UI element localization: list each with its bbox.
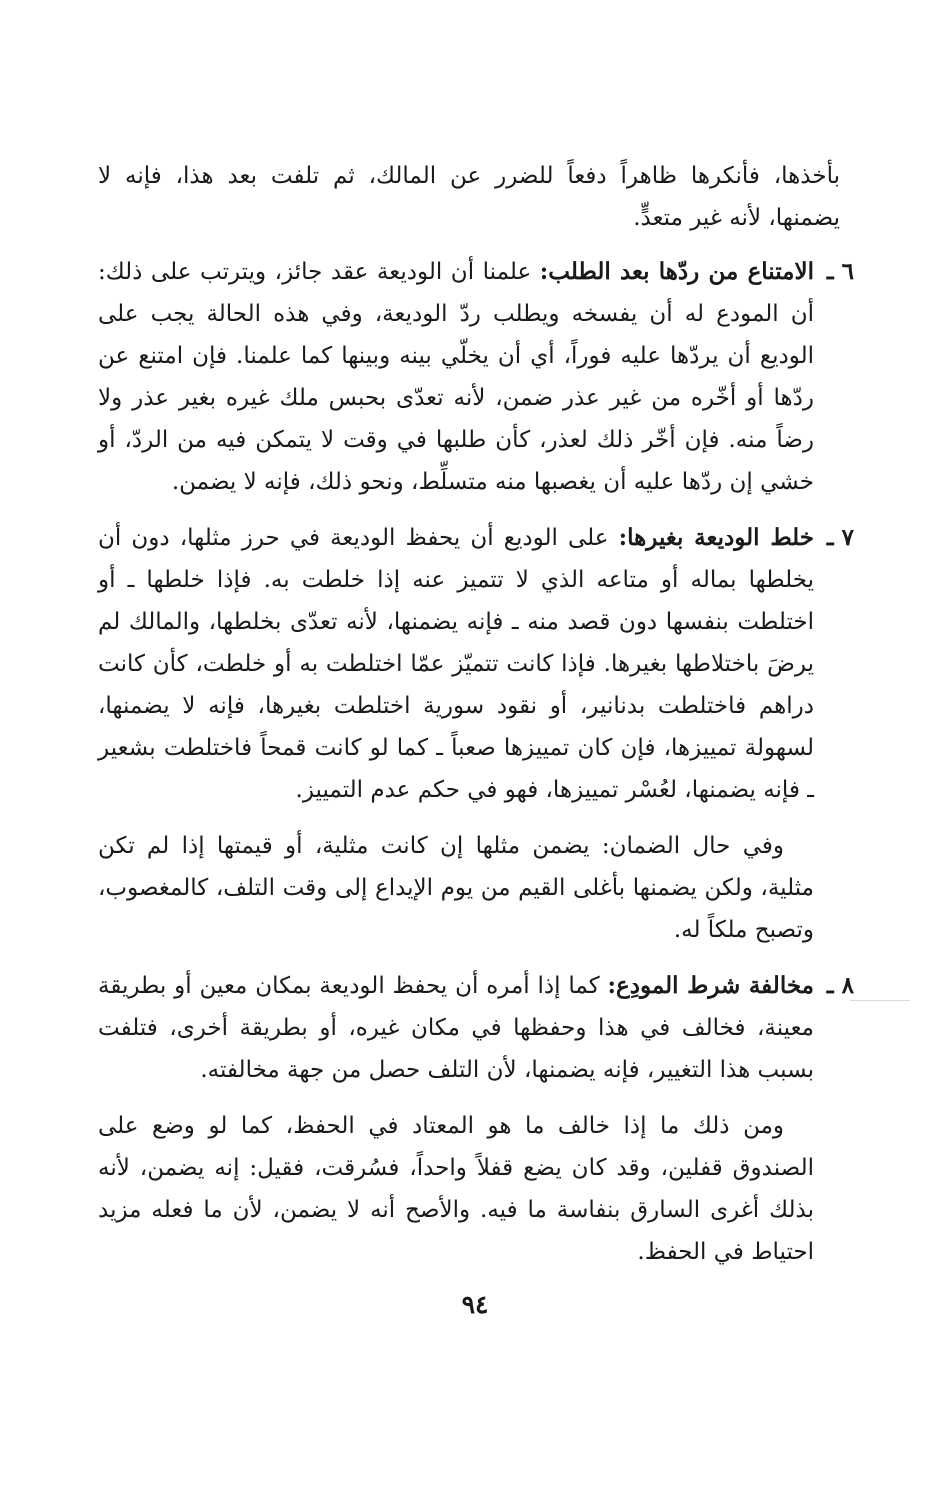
item-title: الامتناع من ردّها بعد الطلب: xyxy=(539,258,815,285)
damages-note: وفي حال الضمان: يضمن مثلها إن كانت مثلية، أو قيمتها إذا لم تكن مثلية، ولكن يضمنها بأغلى القيم من يوم الإيداع إلى وقت التلف، كالمغصوب، وتصبح ملكاً له. xyxy=(98,833,814,943)
item-number: ٦ ـ xyxy=(826,258,854,285)
list-item-7 xyxy=(98,517,854,811)
item-text: علمنا أن الوديعة عقد جائز، ويترتب على ذلك: أن المودع له أن يفسخه ويطلب ردّ الوديعة، وفي هذه الحالة يجب على الوديع أن يردّها عليه فوراً، أي أن يخلّي بينه وبينها كما علمنا. فإن امتنع عن ردّها أو أخّره من غير عذر ضمن، لأنه تعدّى بحبس ملك غيره بغير عذر ولا رضاً منه. فإن أخّر ذلك لعذر، كأن طلبها في وقت لا يتمكن فيه من الردّ، أو خشي إن ردّها عليه أن يغصبها منه متسلِّط، ونحو ذلك، فإنه لا يضمن. xyxy=(98,259,814,495)
custom-note: ومن ذلك ما إذا خالف ما هو المعتاد في الحفظ، كما لو وضع على الصندوق قفلين، وقد كان يضع قفلاً واحداً، فسُرقت، فقيل: إنه يضمن، لأنه بذلك أغرى السارق بنفاسة ما فيه. والأصح أنه لا يضمن، لأن ما فعله مزيد احتياط في الحفظ. xyxy=(98,1113,814,1265)
item-number: ٧ ـ xyxy=(826,524,854,551)
item-title: خلط الوديعة بغيرها: xyxy=(618,524,814,551)
list-item-6 xyxy=(98,251,854,503)
page-number: ٩٤ xyxy=(461,1290,489,1319)
item-title: مخالفة شرط المودِع: xyxy=(607,972,814,999)
item-text: على الوديع أن يحفظ الوديعة في حرز مثلها، دون أن يخلطها بماله أو متاعه الذي لا تتميز عنه إذا خلطت به. فإذا خلطها ـ أو اختلطت بنفسها دون قصد منه ـ فإنه يضمنها، لأنه تعدّى بخلطها، والمالك لم يرضَ باختلاطها بغيرها. فإذا كانت تتميّز عمّا اختلطت به أو خلطت، كأن كانت دراهم فاختلطت بدنانير، أو نقود سورية اختلطت بغيرها، فإنه لا يضمنها، لسهولة تمييزها، فإن كان تمييزها صعباً ـ كما لو كانت قمحاً فاختلطت بشعير ـ فإنه يضمنها، لعُسْر تمييزها، فهو في حكم عدم التمييز. xyxy=(98,525,814,803)
list-item-8 xyxy=(98,965,854,1091)
item-number: ٨ ـ xyxy=(826,972,854,999)
page-body xyxy=(98,155,854,1287)
margin-rule xyxy=(850,1000,910,1001)
continuation-paragraph: بأخذها، فأنكرها ظاهراً دفعاً للضرر عن المالك، ثم تلفت بعد هذا، فإنه لا يضمنها، لأنه غير متعدٍّ. xyxy=(98,163,840,231)
item-text: كما إذا أمره أن يحفظ الوديعة بمكان معين أو بطريقة معينة، فخالف في هذا وحفظها في مكان غيره، أو بطريقة أخرى، فتلفت بسبب هذا التغيير، فإنه يضمنها، لأن التلف حصل من جهة مخالفته. xyxy=(98,973,814,1083)
